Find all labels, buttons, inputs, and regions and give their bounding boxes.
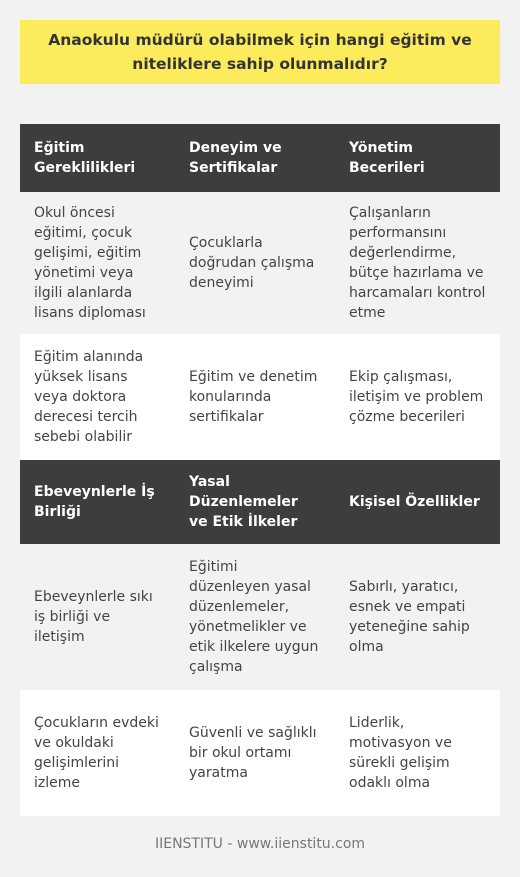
info-table (20, 124, 500, 816)
table-header-row (20, 124, 500, 192)
table-row (20, 192, 500, 334)
table-cell: Okul öncesi eğitimi, çocuk gelişimi, eğitim yönetimi veya ilgili alanlarda lisans diploması (20, 192, 175, 334)
table-header-cell: Deneyim ve Sertifikalar (175, 124, 335, 192)
table-cell: Liderlik, motivasyon ve sürekli gelişim odaklı olma (335, 690, 500, 816)
table-cell: Eğitim alanında yüksek lisans veya doktora derecesi tercih sebebi olabilir (20, 334, 175, 460)
table-header-cell: Ebeveynlerle İş Birliği (20, 460, 175, 544)
table-cell: Sabırlı, yaratıcı, esnek ve empati yeteneğine sahip olma (335, 544, 500, 690)
title-banner (20, 20, 500, 84)
footer-credit: IIENSTITU - www.iienstitu.com (154, 836, 366, 852)
table-header-cell: Eğitim Gereklilikleri (20, 124, 175, 192)
table-header-cell: Yönetim Becerileri (335, 124, 500, 192)
table-row (20, 334, 500, 460)
table-header-cell: Yasal Düzenlemeler ve Etik İlkeler (175, 460, 335, 544)
table-cell: Ekip çalışması, iletişim ve problem çözme becerileri (335, 334, 500, 460)
table-row (20, 544, 500, 690)
table-header-row (20, 460, 500, 544)
table-cell: Çocukların evdeki ve okuldaki gelişimlerini izleme (20, 690, 175, 816)
table-cell: Çalışanların performansını değerlendirme, bütçe hazırlama ve harcamaları kontrol etme (335, 192, 500, 334)
table-header-cell: Kişisel Özellikler (335, 460, 500, 544)
table-cell: Çocuklarla doğrudan çalışma deneyimi (175, 192, 335, 334)
table-cell: Ebeveynlerle sıkı iş birliği ve iletişim (20, 544, 175, 690)
table-row (20, 690, 500, 816)
page-title: Anaokulu müdürü olabilmek için hangi eğitim ve niteliklere sahip olunmalıdır? (48, 31, 472, 73)
table-cell: Eğitimi düzenleyen yasal düzenlemeler, yönetmelikler ve etik ilkelere uygun çalışma (175, 544, 335, 690)
table-cell: Eğitim ve denetim konularında sertifikalar (175, 334, 335, 460)
table-cell: Güvenli ve sağlıklı bir okul ortamı yaratma (175, 690, 335, 816)
